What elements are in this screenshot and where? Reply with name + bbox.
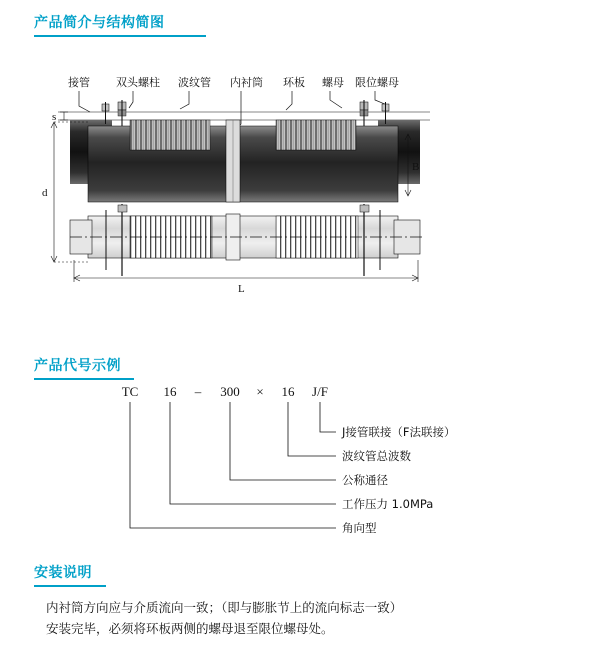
bellows-left xyxy=(130,120,210,150)
callout-label-3: 波纹管 xyxy=(178,76,211,89)
section-title-underline xyxy=(34,35,206,37)
dimension-s xyxy=(60,112,68,120)
dimension-label-B: B xyxy=(412,161,420,173)
code-legend-4: 工作压力 1.0MPa xyxy=(342,497,434,511)
callout-label-4: 内衬筒 xyxy=(230,76,263,89)
install-note-line-1: 内衬筒方向应与介质流向一致；（即与膨胀节上的流向标志一致） xyxy=(46,601,403,615)
dimension-label-L: L xyxy=(238,283,245,294)
code-token-5: × xyxy=(256,384,264,399)
code-token-3: – xyxy=(194,384,202,399)
section-title-underline-install xyxy=(34,585,106,587)
top-view-guides xyxy=(58,112,430,120)
callout-label-1: 接管 xyxy=(68,76,90,89)
section-title-structure-text: 产品简介与结构简图 xyxy=(34,14,165,30)
code-legend-5: 角向型 xyxy=(342,521,377,535)
code-token-4: 300 xyxy=(220,384,240,399)
install-notes xyxy=(46,598,566,640)
section-title-code xyxy=(34,355,134,380)
bellows-right xyxy=(276,120,356,150)
dimension-label-d: d xyxy=(42,187,48,199)
code-token-2: 16 xyxy=(163,384,177,399)
code-legend xyxy=(341,425,456,535)
section-title-structure xyxy=(34,12,206,37)
code-token-7: J/F xyxy=(312,384,328,399)
code-token-1: TC xyxy=(121,384,139,399)
code-tokens xyxy=(122,384,328,399)
dimension-L xyxy=(74,260,418,282)
install-note-line-2: 安装完毕，必须将环板两侧的螺母退至限位螺母处。 xyxy=(46,622,334,636)
code-legend-1: J接管联接（F法联接） xyxy=(342,425,456,439)
stud-nut-assembly-left xyxy=(102,100,126,126)
callout-label-7: 限位螺母 xyxy=(355,76,399,89)
section-title-install xyxy=(34,562,106,587)
section-title-code-text: 产品代号示例 xyxy=(34,357,121,373)
code-leaders xyxy=(130,402,336,528)
code-legend-2: 波纹管总波数 xyxy=(342,449,411,463)
callout-label-6: 螺母 xyxy=(322,76,344,89)
section-title-install-text: 安装说明 xyxy=(34,564,92,580)
code-token-6: 16 xyxy=(281,384,295,399)
product-code-diagram xyxy=(30,380,570,540)
structure-diagram xyxy=(30,64,570,294)
callout-labels xyxy=(68,75,399,89)
callout-label-5: 环板 xyxy=(283,76,305,89)
code-legend-3: 公称通径 xyxy=(342,473,388,487)
dimension-label-s: s xyxy=(52,111,57,123)
callout-label-2: 双头螺柱 xyxy=(116,76,160,89)
